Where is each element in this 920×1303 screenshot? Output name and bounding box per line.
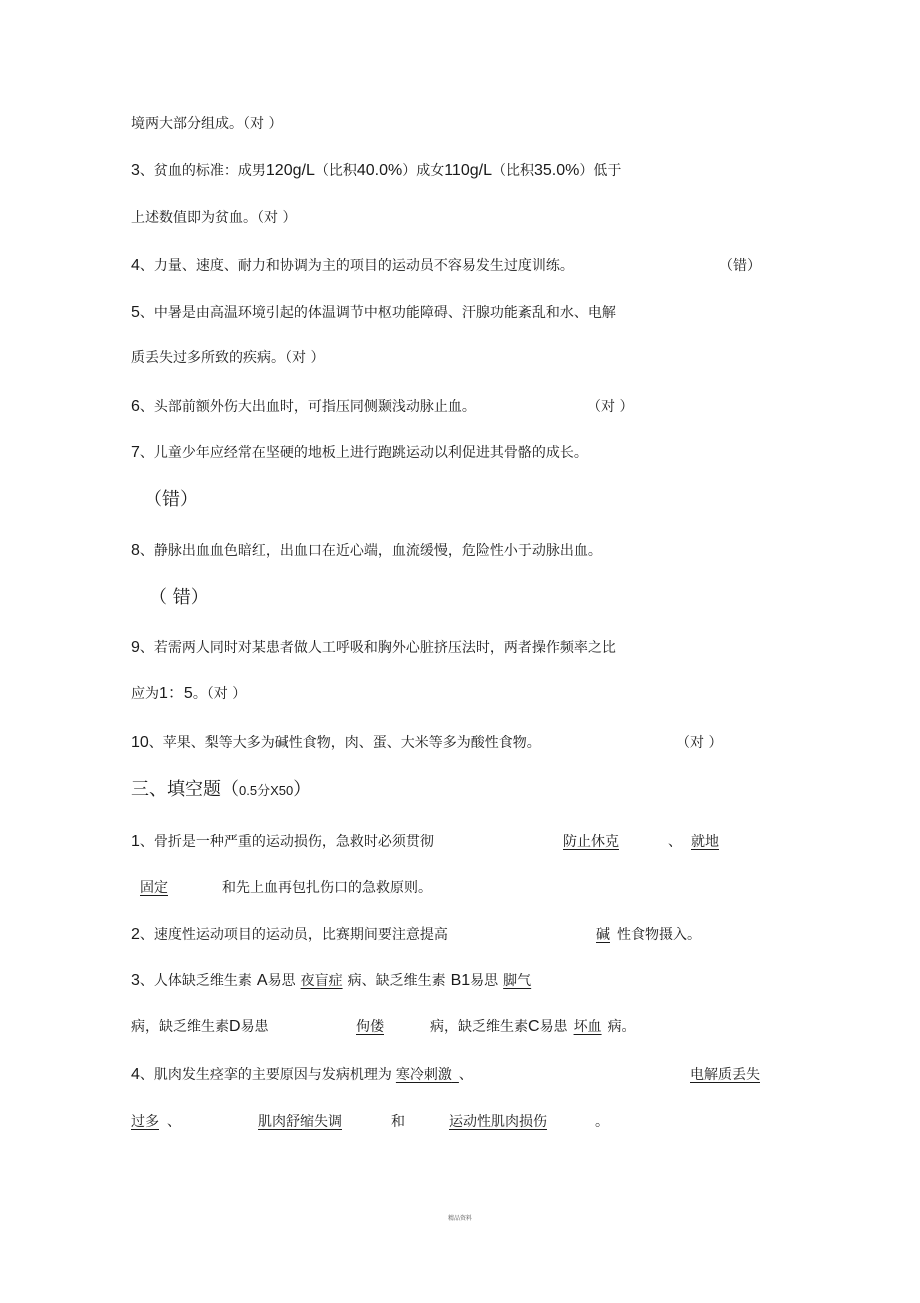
question-6: 6、头部前额外伤大出血时，可指压同侧颞浅动脉止血。	[131, 398, 476, 415]
fill-2-tail: 性食物摄入。	[617, 927, 701, 943]
fill-2-answer: 碱	[596, 927, 610, 943]
question-7: 7、儿童少年应经常在坚硬的地板上进行跑跳运动以利促进其骨骼的成长。	[131, 444, 588, 461]
question-9-cont: 应为1：5。（对 ）	[131, 685, 247, 702]
question-4-answer: （错）	[719, 258, 761, 274]
question-8-answer: （ 错）	[149, 587, 209, 608]
fill-4-answer-3: 肌肉舒缩失调	[258, 1114, 342, 1130]
fill-3: 3、人体缺乏维生素 A易思 夜盲症 病、缺乏维生素 B1易思 脚气	[131, 972, 532, 989]
question-6-answer: （对 ）	[587, 399, 634, 415]
question-10-answer: （对 ）	[676, 735, 723, 751]
fill-3-cont-end: 佝偻 病，缺乏维生素C易患 坏血 病。	[356, 1018, 636, 1035]
question-5-cont: 质丢失过多所致的疾病。（对 ）	[131, 350, 325, 366]
fill-3-cont-start: 病，缺乏维生素D易患	[131, 1018, 269, 1035]
fill-1-cont: 和先上血再包扎伤口的急救原则。	[222, 880, 432, 896]
question-9: 9、若需两人同时对某患者做人工呼吸和胸外心脏挤压法时，两者操作频率之比	[131, 639, 616, 656]
fill-1: 1、骨折是一种严重的运动损伤，急救时必须贯彻	[131, 833, 434, 850]
question-8: 8、静脉出血血色暗红，出血口在近心端，血流缓慢，危险性小于动脉出血。	[131, 542, 602, 559]
fill-1-answer-2: 就地	[691, 834, 719, 850]
footer-label: 精品资料	[447, 1215, 472, 1222]
section-3-heading: 三、填空题（0.5分X50）	[131, 779, 312, 800]
question-10: 10、苹果、梨等大多为碱性食物，肉、蛋、大米等多为酸性食物。	[131, 734, 541, 751]
fill-2: 2、速度性运动项目的运动员，比赛期间要注意提高	[131, 926, 448, 943]
question-4: 4、力量、速度、耐力和协调为主的项目的运动员不容易发生过度训练。	[131, 257, 574, 274]
fill-1-answer-1: 防止休克	[563, 834, 619, 850]
fill-4-cont: 过多 、	[131, 1114, 181, 1130]
fill-4-end: 。	[595, 1114, 609, 1130]
question-7-answer: （错）	[144, 489, 198, 510]
fill-4: 4、肌肉发生痉挛的主要原因与发病机理为 寒冷刺激 、	[131, 1066, 473, 1083]
fill-1-answer-2-cont: 固定	[140, 880, 168, 896]
fill-4-answer-4: 运动性肌肉损伤	[449, 1114, 547, 1130]
question-3: 3、贫血的标准：成男120g/L（比积40.0%）成女110g/L（比积35.0%）低于	[131, 162, 622, 179]
fill-4-answer-2: 电解质丢失	[690, 1067, 760, 1083]
line-1: 境两大部分组成。（对 ）	[131, 116, 283, 132]
question-3-cont: 上述数值即为贫血。（对 ）	[131, 210, 297, 226]
fill-1-separator: 、	[668, 834, 682, 850]
question-5: 5、中暑是由高温环境引起的体温调节中枢功能障碍、汗腺功能紊乱和水、电解	[131, 304, 616, 321]
fill-4-and: 和	[391, 1114, 405, 1130]
